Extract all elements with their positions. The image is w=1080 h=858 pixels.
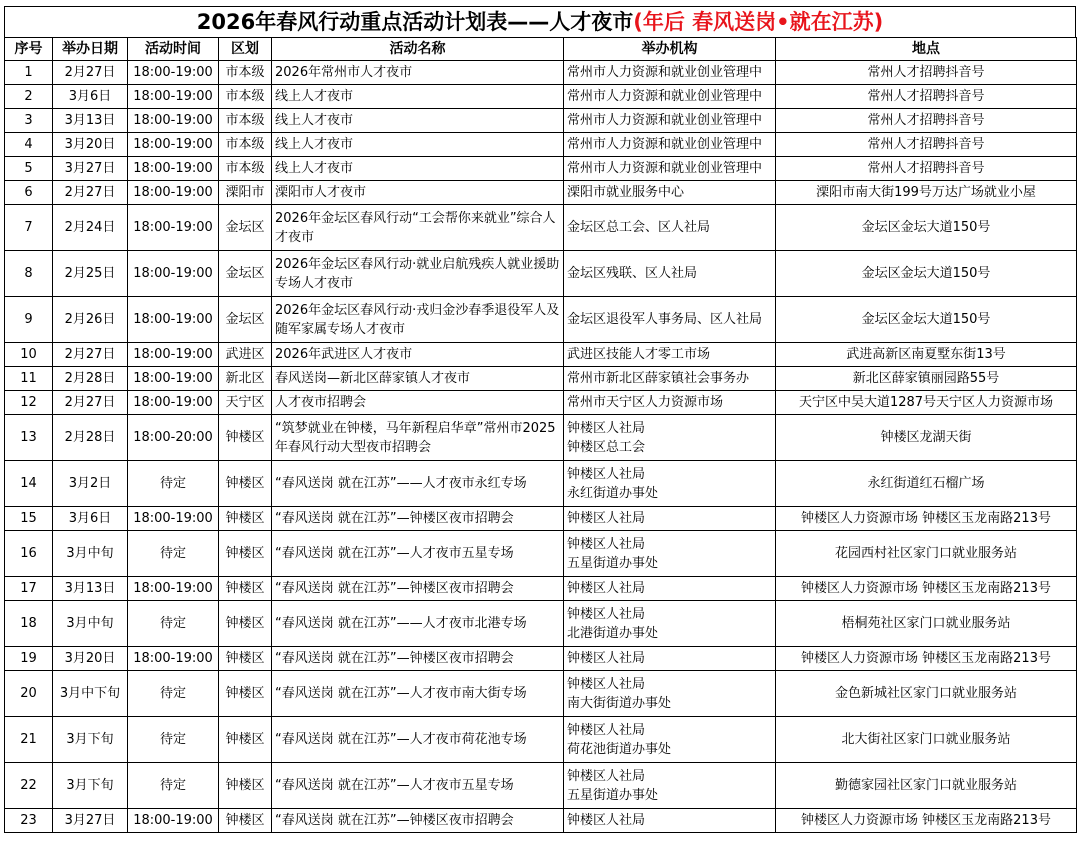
cell-no: 12 (5, 391, 53, 415)
cell-org (564, 85, 776, 109)
org-line: 常州市人力资源和就业创业管理中 (567, 161, 763, 176)
header-time: 活动时间 (128, 38, 219, 61)
cell-date: 3月中旬 (53, 531, 128, 577)
cell-name: “春风送岗 就在江苏”—人才夜市五星专场 (272, 763, 564, 809)
cell-org (564, 133, 776, 157)
cell-org (564, 181, 776, 205)
cell-name: 2026年金坛区春风行动·就业启航残疾人就业援助专场人才夜市 (272, 251, 564, 297)
table-row (5, 647, 1077, 671)
table-row (5, 461, 1077, 507)
schedule-sheet (4, 6, 1076, 833)
cell-name: “春风送岗 就在江苏”——人才夜市永红专场 (272, 461, 564, 507)
cell-time: 18:00-19:00 (128, 205, 219, 251)
table-row (5, 763, 1077, 809)
org-line: 钟楼区人社局 (567, 676, 646, 692)
org-line: 钟楼区人社局 (567, 420, 646, 436)
org-line: 荷花池街道办事处 (567, 741, 672, 757)
cell-time: 18:00-19:00 (128, 181, 219, 205)
cell-time: 18:00-19:00 (128, 367, 219, 391)
cell-org (564, 297, 776, 343)
cell-time: 18:00-19:00 (128, 297, 219, 343)
org-line: 钟楼区人社局 (567, 511, 646, 526)
cell-org (564, 809, 776, 833)
cell-district: 钟楼区 (219, 671, 272, 717)
table-row (5, 181, 1077, 205)
cell-name: 2026年金坛区春风行动“工会帮你来就业”综合人才夜市 (272, 205, 564, 251)
cell-org (564, 367, 776, 391)
cell-org (564, 531, 776, 577)
cell-no: 14 (5, 461, 53, 507)
cell-date: 3月中下旬 (53, 671, 128, 717)
cell-place: 钟楼区人力资源市场 钟楼区玉龙南路213号 (776, 647, 1077, 671)
cell-org (564, 671, 776, 717)
cell-place: 钟楼区龙湖天街 (776, 415, 1077, 461)
cell-org (564, 647, 776, 671)
title-main: 2026年春风行动重点活动计划表——人才夜市 (196, 10, 634, 34)
cell-name: “春风送岗 就在江苏”—钟楼区夜市招聘会 (272, 809, 564, 833)
header-date: 举办日期 (53, 38, 128, 61)
org-line: 金坛区总工会、区人社局 (567, 220, 711, 235)
cell-no: 21 (5, 717, 53, 763)
table-row (5, 61, 1077, 85)
cell-no: 2 (5, 85, 53, 109)
org-line: 钟楼区人社局 (567, 581, 646, 596)
cell-org (564, 391, 776, 415)
cell-district: 市本级 (219, 109, 272, 133)
cell-time: 18:00-19:00 (128, 109, 219, 133)
cell-org (564, 601, 776, 647)
cell-place: 常州人才招聘抖音号 (776, 61, 1077, 85)
cell-org (564, 205, 776, 251)
cell-no: 3 (5, 109, 53, 133)
table-row (5, 205, 1077, 251)
cell-no: 23 (5, 809, 53, 833)
cell-district: 市本级 (219, 85, 272, 109)
cell-no: 11 (5, 367, 53, 391)
cell-date: 2月27日 (53, 181, 128, 205)
org-line: 五星街道办事处 (567, 787, 659, 803)
cell-place: 钟楼区人力资源市场 钟楼区玉龙南路213号 (776, 809, 1077, 833)
cell-district: 市本级 (219, 157, 272, 181)
cell-name: “筑梦就业在钟楼，马年新程启华章”常州市2025年春风行动大型夜市招聘会 (272, 415, 564, 461)
cell-time: 待定 (128, 717, 219, 763)
org-line: 钟楼区人社局 (567, 606, 646, 622)
cell-place: 钟楼区人力资源市场 钟楼区玉龙南路213号 (776, 577, 1077, 601)
cell-place: 金坛区金坛大道150号 (776, 251, 1077, 297)
cell-time: 18:00-19:00 (128, 133, 219, 157)
cell-org (564, 717, 776, 763)
org-line: 钟楼区人社局 (567, 722, 646, 738)
cell-name: “春风送岗 就在江苏”—钟楼区夜市招聘会 (272, 507, 564, 531)
cell-district: 钟楼区 (219, 763, 272, 809)
table-row (5, 809, 1077, 833)
org-line: 金坛区退役军人事务局、区人社局 (567, 312, 763, 327)
org-line: 金坛区残联、区人社局 (567, 266, 698, 281)
cell-district: 钟楼区 (219, 717, 272, 763)
org-line: 武进区技能人才零工市场 (567, 347, 711, 362)
org-line: 常州市新北区薛家镇社会事务办 (567, 371, 750, 386)
cell-org (564, 763, 776, 809)
header-org: 举办机构 (564, 38, 776, 61)
cell-date: 3月27日 (53, 157, 128, 181)
cell-org (564, 343, 776, 367)
cell-no: 6 (5, 181, 53, 205)
cell-date: 3月20日 (53, 647, 128, 671)
cell-name: “春风送岗 就在江苏”—钟楼区夜市招聘会 (272, 647, 564, 671)
org-line: 常州市人力资源和就业创业管理中 (567, 137, 763, 152)
cell-district: 钟楼区 (219, 647, 272, 671)
cell-time: 待定 (128, 671, 219, 717)
cell-district: 金坛区 (219, 205, 272, 251)
cell-time: 18:00-19:00 (128, 391, 219, 415)
org-line: 北港街道办事处 (567, 625, 659, 641)
title-accent: (年后 春风送岗•就在江苏) (633, 10, 884, 34)
cell-place: 金坛区金坛大道150号 (776, 205, 1077, 251)
org-line: 钟楼区人社局 (567, 813, 646, 828)
cell-place: 常州人才招聘抖音号 (776, 85, 1077, 109)
table-row (5, 133, 1077, 157)
table-row (5, 297, 1077, 343)
cell-org (564, 415, 776, 461)
cell-date: 3月13日 (53, 109, 128, 133)
cell-time: 18:00-19:00 (128, 507, 219, 531)
header-place: 地点 (776, 38, 1077, 61)
cell-no: 20 (5, 671, 53, 717)
cell-place: 天宁区中吴大道1287号天宁区人力资源市场 (776, 391, 1077, 415)
cell-org (564, 507, 776, 531)
cell-time: 18:00-19:00 (128, 577, 219, 601)
table-row (5, 671, 1077, 717)
cell-org (564, 61, 776, 85)
cell-no: 22 (5, 763, 53, 809)
org-line: 常州市人力资源和就业创业管理中 (567, 89, 763, 104)
cell-no: 9 (5, 297, 53, 343)
cell-place: 钟楼区人力资源市场 钟楼区玉龙南路213号 (776, 507, 1077, 531)
cell-date: 3月6日 (53, 85, 128, 109)
cell-place: 常州人才招聘抖音号 (776, 109, 1077, 133)
table-row (5, 85, 1077, 109)
cell-district: 钟楼区 (219, 809, 272, 833)
cell-place: 新北区薛家镇丽园路55号 (776, 367, 1077, 391)
cell-org (564, 251, 776, 297)
cell-no: 17 (5, 577, 53, 601)
cell-district: 溧阳市 (219, 181, 272, 205)
table-row (5, 717, 1077, 763)
header-name: 活动名称 (272, 38, 564, 61)
table-row (5, 601, 1077, 647)
cell-date: 2月28日 (53, 367, 128, 391)
table-row (5, 531, 1077, 577)
cell-name: 线上人才夜市 (272, 85, 564, 109)
cell-place: 梧桐苑社区家门口就业服务站 (776, 601, 1077, 647)
cell-date: 3月下旬 (53, 763, 128, 809)
table-row (5, 157, 1077, 181)
cell-no: 7 (5, 205, 53, 251)
cell-no: 16 (5, 531, 53, 577)
cell-date: 2月28日 (53, 415, 128, 461)
org-line: 钟楼区人社局 (567, 466, 646, 482)
cell-no: 4 (5, 133, 53, 157)
org-line: 常州市天宁区人力资源市场 (567, 395, 724, 410)
cell-no: 5 (5, 157, 53, 181)
cell-district: 钟楼区 (219, 601, 272, 647)
cell-no: 18 (5, 601, 53, 647)
header-row (5, 38, 1077, 61)
cell-time: 18:00-19:00 (128, 157, 219, 181)
cell-name: 春风送岗—新北区薛家镇人才夜市 (272, 367, 564, 391)
cell-district: 市本级 (219, 61, 272, 85)
cell-time: 待定 (128, 601, 219, 647)
table-row (5, 577, 1077, 601)
cell-district: 钟楼区 (219, 577, 272, 601)
table-row (5, 109, 1077, 133)
cell-org (564, 109, 776, 133)
cell-date: 2月25日 (53, 251, 128, 297)
cell-date: 2月27日 (53, 343, 128, 367)
cell-time: 18:00-19:00 (128, 809, 219, 833)
org-line: 钟楼区总工会 (567, 439, 646, 455)
table-row (5, 415, 1077, 461)
table-body (5, 61, 1077, 833)
cell-time: 18:00-19:00 (128, 343, 219, 367)
cell-date: 2月24日 (53, 205, 128, 251)
cell-no: 8 (5, 251, 53, 297)
cell-no: 15 (5, 507, 53, 531)
cell-name: “春风送岗 就在江苏”—人才夜市南大街专场 (272, 671, 564, 717)
cell-date: 3月13日 (53, 577, 128, 601)
cell-name: 线上人才夜市 (272, 157, 564, 181)
org-line: 钟楼区人社局 (567, 536, 646, 552)
cell-no: 1 (5, 61, 53, 85)
org-line: 常州市人力资源和就业创业管理中 (567, 113, 763, 128)
cell-time: 18:00-19:00 (128, 251, 219, 297)
cell-name: “春风送岗 就在江苏”—人才夜市荷花池专场 (272, 717, 564, 763)
sheet-title (4, 6, 1076, 37)
org-line: 钟楼区人社局 (567, 651, 646, 666)
table-row (5, 507, 1077, 531)
org-line: 钟楼区人社局 (567, 768, 646, 784)
cell-place: 北大街社区家门口就业服务站 (776, 717, 1077, 763)
header-no: 序号 (5, 38, 53, 61)
cell-org (564, 577, 776, 601)
cell-district: 金坛区 (219, 251, 272, 297)
cell-place: 武进高新区南夏墅东街13号 (776, 343, 1077, 367)
cell-district: 钟楼区 (219, 531, 272, 577)
cell-date: 3月6日 (53, 507, 128, 531)
cell-name: 线上人才夜市 (272, 133, 564, 157)
cell-place: 溧阳市南大街199号万达广场就业小屋 (776, 181, 1077, 205)
cell-date: 3月20日 (53, 133, 128, 157)
cell-time: 18:00-19:00 (128, 61, 219, 85)
cell-name: 2026年武进区人才夜市 (272, 343, 564, 367)
cell-district: 新北区 (219, 367, 272, 391)
cell-date: 2月26日 (53, 297, 128, 343)
cell-district: 钟楼区 (219, 507, 272, 531)
cell-district: 金坛区 (219, 297, 272, 343)
cell-no: 13 (5, 415, 53, 461)
cell-district: 天宁区 (219, 391, 272, 415)
org-line: 常州市人力资源和就业创业管理中 (567, 65, 763, 80)
table-row (5, 367, 1077, 391)
cell-no: 19 (5, 647, 53, 671)
cell-time: 18:00-19:00 (128, 85, 219, 109)
table-row (5, 391, 1077, 415)
cell-name: 2026年金坛区春风行动·戎归金沙春季退役军人及随军家属专场人才夜市 (272, 297, 564, 343)
schedule-table (4, 37, 1077, 833)
cell-time: 18:00-20:00 (128, 415, 219, 461)
cell-name: 人才夜市招聘会 (272, 391, 564, 415)
cell-name: 线上人才夜市 (272, 109, 564, 133)
cell-name: “春风送岗 就在江苏”——人才夜市北港专场 (272, 601, 564, 647)
cell-date: 3月中旬 (53, 601, 128, 647)
cell-name: 溧阳市人才夜市 (272, 181, 564, 205)
cell-place: 花园西村社区家门口就业服务站 (776, 531, 1077, 577)
org-line: 五星街道办事处 (567, 555, 659, 571)
cell-time: 待定 (128, 461, 219, 507)
org-line: 南大街街道办事处 (567, 695, 672, 711)
cell-time: 待定 (128, 763, 219, 809)
cell-place: 常州人才招聘抖音号 (776, 157, 1077, 181)
cell-district: 钟楼区 (219, 461, 272, 507)
cell-district: 钟楼区 (219, 415, 272, 461)
cell-time: 18:00-19:00 (128, 647, 219, 671)
cell-date: 2月27日 (53, 391, 128, 415)
cell-district: 武进区 (219, 343, 272, 367)
org-line: 溧阳市就业服务中心 (567, 185, 685, 200)
cell-date: 3月下旬 (53, 717, 128, 763)
cell-district: 市本级 (219, 133, 272, 157)
cell-name: “春风送岗 就在江苏”—钟楼区夜市招聘会 (272, 577, 564, 601)
cell-name: “春风送岗 就在江苏”—人才夜市五星专场 (272, 531, 564, 577)
cell-date: 2月27日 (53, 61, 128, 85)
cell-time: 待定 (128, 531, 219, 577)
cell-org (564, 157, 776, 181)
cell-name: 2026年常州市人才夜市 (272, 61, 564, 85)
cell-date: 3月2日 (53, 461, 128, 507)
table-row (5, 343, 1077, 367)
cell-place: 永红街道红石榴广场 (776, 461, 1077, 507)
cell-org (564, 461, 776, 507)
cell-date: 3月27日 (53, 809, 128, 833)
cell-no: 10 (5, 343, 53, 367)
table-row (5, 251, 1077, 297)
cell-place: 金坛区金坛大道150号 (776, 297, 1077, 343)
header-district: 区划 (219, 38, 272, 61)
cell-place: 常州人才招聘抖音号 (776, 133, 1077, 157)
org-line: 永红街道办事处 (567, 485, 659, 501)
cell-place: 勤德家园社区家门口就业服务站 (776, 763, 1077, 809)
cell-place: 金色新城社区家门口就业服务站 (776, 671, 1077, 717)
